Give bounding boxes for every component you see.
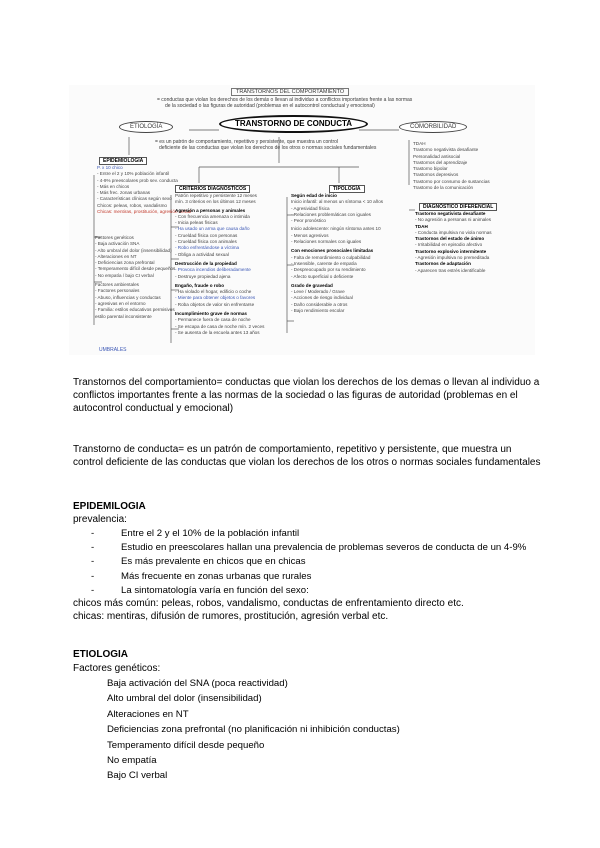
criterios-list: Patrón repetitivo y persistente 12 meses mín. 3 criterios en los últimos 12 meses Agresión a personas y animales - Con frecuencia amenaza o intimida - Inicia peleas físicas - Ha usado un arma que causa daño - Crueldad física con personas - Crueldad física con animales - Robo enfrentándose a víctima - Obliga a actividad sexual Destrucción de la propiedad - Provoca incendios deliberadamente - Destruye propiedad ajena Engaño, fraude o robo - Ha violado el hogar, edificio o coche - Miente para obtener objetos o favores - Roba objetos de valor sin enfrentarse Incumplimiento grave de normas - Permanece fuera de casa de noche - Se escapa de casa de noche mín. 2 veces - Se ausenta de la escuela antes 13 años: [175, 193, 265, 335]
epidemiologia-box: EPIDEMIOLOGÍA: [99, 157, 147, 165]
etiologia-heading: ETIOLOGIA: [73, 649, 128, 660]
diferencial-box: DIAGNÓSTICO DIFERENCIAL: [419, 203, 497, 211]
intro-paragraph-1: Transtornos del comportamiento= conductas que violan los derechos de los demas o llevan al individuo a conflictos importantes frente a las normas de la sociedad o las figuras de autoridad (problemas en el autocontrol conductual y emocional): [73, 377, 540, 414]
intro-paragraph-2: Transtorno de conducta= es un patrón de comportamiento, repetitivo y persistente, que muestra un control deficiente de las conductas que violan los derechos de los otros o normas sociales fundamentales: [73, 444, 541, 468]
etiologia-oval: ETIOLOGÍA: [119, 121, 173, 133]
prevalencia-list: [91, 527, 526, 598]
factores-geneticos-list: [107, 676, 400, 784]
umbrales-label: UMBRALES: [99, 347, 127, 353]
list-item: - La sintomatología varía en función del sexo:: [91, 584, 309, 596]
list-item: Alto umbral del dolor (insensibilidad): [107, 693, 262, 705]
factores-geneticos-label: Factores genéticos:: [73, 663, 161, 674]
map-title: TRANSTORNOS DEL COMPORTAMIENTO: [231, 88, 349, 96]
list-item: - Estudio en preescolares hallan una prevalencia de problemas severos de conducta de un 4-9%: [91, 542, 527, 554]
map-definition-line-2: de la sociedad o las figuras de autoridad (problemas en el autocontrol conductual y emocional): [165, 103, 375, 109]
diferencial-list: Trastorno negativista desafiante - No agresión a personas ni animales TDAH - Conducta impulsiva no viola normas Trastornos del estado de ánimo - Irritabilidad en episodio afectivo Trastorno explosivo intermitente - Agresión impulsiva no premeditada Trastornos de adaptación - Aparecen tras estrés identificable: [415, 211, 492, 273]
list-item: Baja activación del SNA (poca reactividad): [107, 678, 288, 689]
list-item: No empatía: [107, 755, 157, 767]
list-item: Temperamento difícil desde pequeño: [107, 739, 265, 751]
map-definition-line-1: = conductas que violan los derechos de los demás o llevan al individuo a conflictos importantes frente a las normas: [157, 97, 413, 103]
list-item: Bajo CI verbal: [107, 770, 168, 782]
criterios-box: CRITERIOS DIAGNÓSTICOS: [175, 185, 250, 193]
etiologia-list: Factores genéticos - Baja activación SNA - Alto umbral del dolor (insensibilidad) - Alteraciones en NT - Deficiencias zona prefrontal - Temperamento difícil desde pequeños - No empatía / bajo CI verbal Factores ambientales - Factores personales - Abuso, influencias y conductas - agresivas en el entorno - Familia: estilos educativos permisivos estilo parental inconsistente: [95, 235, 176, 319]
list-item: Alteraciones en NT: [107, 708, 189, 720]
list-item: - Entre el 2 y el 10% de la población infantil: [91, 528, 300, 539]
chicas-line: chicas: mentiras, difusión de rumores, prostitución, agresión verbal etc.: [73, 611, 389, 622]
center-def-line-1: = es un patrón de comportamiento, repetitivo y persistente, que muestra un control: [155, 139, 339, 145]
comorbilidad-oval: COMORBILIDAD: [399, 121, 467, 133]
epidemiologia-list: P. x 10 chico - Entre el 2 y 10% población infantil - 4-9% preescolares prob sev. conducta - Más en chicos - Más frec. zonas urbanas - Características clínicas según sexo Chicos: peleas, robos, vandalismo Chicas: mentiras, prostitución, agresión verbal: [97, 165, 192, 215]
list-item: - Es más prevalente en chicos que en chicas: [91, 556, 306, 568]
tipologia-box: TIPOLOGÍA: [329, 185, 365, 193]
center-def-line-2: deficiente de las conductas que violan los derechos de los otros o normas sociales fundamentales: [159, 145, 377, 151]
comorbilidad-list: TDAH Trastorno negativista desafiante Personalidad antisocial Trastornos del aprendizaje Trastorno bipolar Trastornos depresivos Trastorno por consumo de sustancias Trastorno de la comunicación: [413, 141, 490, 191]
tipologia-list: Según edad de inicio Inicio infantil: al menos un síntoma < 10 años - Agresividad física - Relaciones problemáticas con iguales - Peor pronóstico Inicio adolescente: ningún síntoma antes 10 - Menos agresivos - Relaciones normales con iguales Con emociones prosociales limitadas - Falta de remordimiento o culpabilidad - Insensible, carente de empatía - Despreocupado por su rendimiento - Afecto superficial o deficiente Grado de gravedad - Leve / Moderado / Grave - Acciones de riesgo individual - Daño considerable a otros - Bajo rendimiento escolar: [291, 193, 384, 314]
concept-map-image: [69, 85, 535, 355]
prevalencia-label: prevalencia:: [73, 514, 127, 525]
epidemiologia-heading: EPIDEMILOGIA: [73, 501, 146, 512]
transtorno-conducta-oval: TRANSTORNO DE CONDUCTA: [219, 115, 368, 133]
list-item: - Más frecuente en zonas urbanas que rurales: [91, 570, 312, 582]
list-item: Deficiencias zona prefrontal (no planificación ni inhibición conductas): [107, 724, 400, 736]
chicos-line: chicos más común: peleas, robos, vandalismo, conductas de enfrentamiento directo etc.: [73, 598, 464, 609]
